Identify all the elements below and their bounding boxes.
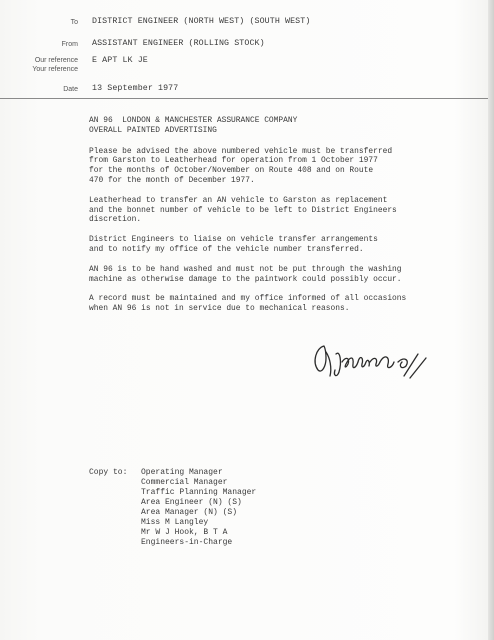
paragraph-2: Leatherhead to transfer an AN vehicle to Garston as replacement and the bonnet number of vehicle to be left to District Engineers discretion. <box>89 195 397 225</box>
copy-to-label: Copy to: <box>89 468 128 477</box>
copy-to-list <box>141 468 256 548</box>
handwritten-signature <box>306 332 436 392</box>
to-value: DISTRICT ENGINEER (NORTH WEST) (SOUTH WEST) <box>92 17 311 26</box>
subject-block <box>89 116 429 136</box>
paragraph-3: District Engineers to liaise on vehicle transfer arrangements and to notify my office of the vehicle number transferred. <box>89 235 378 254</box>
date-label: Date <box>63 86 78 93</box>
copy-recipient: Commercial Manager <box>141 478 228 487</box>
copy-recipient: Traffic Planning Manager <box>141 488 257 497</box>
your-reference-label: Your reference <box>32 66 78 73</box>
our-reference-value: E APT LK JE <box>92 56 148 65</box>
copy-recipient: Area Engineer (N) (S) <box>141 498 242 507</box>
memo-body <box>89 116 429 324</box>
our-reference-label: Our reference <box>34 57 78 64</box>
copy-recipient: Miss M Langley <box>141 518 209 527</box>
copy-recipient: Engineers-in-Charge <box>141 538 233 547</box>
from-label: From <box>61 41 78 48</box>
copy-recipient: Mr W J Hook, B T A <box>141 528 228 537</box>
to-label: To <box>70 19 78 26</box>
paragraph-5: A record must be maintained and my office informed of all occasions when AN 96 is not in service due to mechanical reasons. <box>89 294 407 314</box>
header-divider <box>0 98 488 99</box>
paragraph-1: Please be advised the above numbered vehicle must be transferred from Garston to Leatherhead for operation from 1 October 1977 for the months of October/November on Route 408 and on Route 470 for the month of December 1977. <box>89 146 393 185</box>
subject-line-2: OVERALL PAINTED ADVERTISING <box>89 125 217 135</box>
copy-recipient: Area Manager (N) (S) <box>141 508 238 517</box>
subject-line-1: AN 96 LONDON & MANCHESTER ASSURANCE COMPANY <box>89 116 298 125</box>
page-edge <box>488 0 494 640</box>
date-value: 13 September 1977 <box>92 84 179 93</box>
copy-recipient: Operating Manager <box>141 468 223 477</box>
paragraph-4: AN 96 is to be hand washed and must not be put through the washing machine as otherwise damage to the paintwork could possibly occur. <box>89 264 402 284</box>
from-value: ASSISTANT ENGINEER (ROLLING STOCK) <box>92 39 265 48</box>
